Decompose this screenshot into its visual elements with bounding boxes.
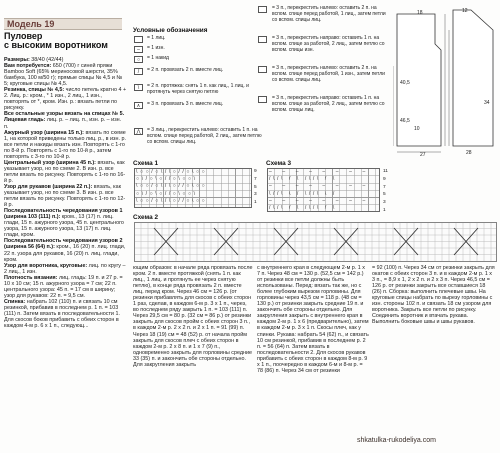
- instructions-column-1: [4, 57, 127, 445]
- legend-item: [134, 36, 267, 43]
- paragraph-text: вязать, как указывает узор, но по схеме 3. В изн. р. все петли вязать по рисунку. Повторять с 1-го по 12-й р.: [4, 183, 126, 209]
- article-title: Пуловер с высоким воротником: [4, 31, 108, 50]
- instruction-paragraph: [4, 63, 127, 87]
- stitch-symbol-icon: ○: [134, 56, 143, 63]
- back-dimension-label: 46,5: [400, 118, 410, 124]
- stitch-symbol-icon: \: [134, 84, 143, 91]
- paragraph-heading: Резинка, спицы № 4,5:: [4, 87, 65, 94]
- paragraph-text: вязать по схеме 1, на которой приведены только лиц. р., в изн. р. все петли и накиды вязать изн. Повторять с 1-го по 8-й р. Повторять с 1-го по 10-й р., затем повторять с 3-го по 10-й р.: [4, 129, 126, 160]
- row-number: 5: [383, 192, 386, 198]
- cable-symbol-icon: [258, 96, 267, 103]
- paragraph-heading: Узор для рукавов (ширина 22 п.):: [4, 183, 93, 190]
- site-watermark: shkatulka-rukodeliya.com: [357, 437, 436, 444]
- legend-text: = 3 лиц., перекрестить налево: оставить 1 п. на вспом. спице перед работой, 2 лиц., затем петлю со вспом. спицы лиц.: [147, 127, 262, 145]
- instruction-paragraph: [4, 263, 127, 275]
- back-dimension-label: 18: [417, 10, 423, 16]
- row-number: 3: [383, 200, 386, 206]
- stitch-symbol-icon: ∧: [134, 102, 143, 109]
- legend-item: [134, 84, 267, 96]
- row-number: 9: [383, 176, 386, 182]
- instruction-paragraph: [4, 275, 127, 299]
- instruction-paragraph: [4, 208, 127, 238]
- scheme-3-label: Схема 3: [266, 160, 292, 167]
- scheme-1-symbols: \○○/○\/\○//○\○○ ○\/○\○//○\○○\ \○○/○\/\○//○\○○ ○\/○\○//○\○○\ \○○/○\/\○//○\○○: [136, 169, 208, 204]
- scheme-3-symbols: – – – – – – – – /\/\ / \ /\/\ / \ – – – – – – – – \//\ \ / \//\ \ / – – – – – – – – /\/\ / \ /\/\ / \: [269, 169, 368, 211]
- legend-text: = 3 п., перекрестить направо: оставить 1 п. на вспом. спице за работой, 2 лиц., затем петлю со вспом. спицы изн.: [272, 35, 385, 53]
- instruction-paragraph: [4, 184, 127, 208]
- legend-text: = 3 п. провязать 3 п. вместе лиц.: [147, 101, 224, 107]
- row-number: 7: [254, 176, 257, 182]
- row-number: 1: [254, 200, 257, 206]
- legend-title: Условные обозначения: [133, 27, 208, 34]
- paragraph-heading: Плотность вязания:: [4, 274, 58, 281]
- row-number: 3: [254, 192, 257, 198]
- instruction-paragraph: [4, 130, 127, 160]
- scheme-2-label: Схема 2: [133, 214, 159, 221]
- legend-text: = 1 лиц.: [147, 35, 166, 41]
- cable-symbol-icon: [258, 36, 267, 43]
- legend-item: [134, 102, 267, 109]
- stitch-symbol-icon: ⋀: [134, 128, 143, 135]
- paragraph-text: 650 (700) г синей пряжи Bamboo Soft (65% мериносовой шерсти, 35% бамбука, 100 м/50 г); прямые спицы № 4,5 и № 5; круговые спицы № 4,5.: [4, 63, 123, 88]
- stitch-symbol-icon: –: [134, 46, 143, 53]
- paragraph-heading: Ажурный узор (ширина 15 п.):: [4, 129, 84, 136]
- scheme-1-grid: [134, 168, 252, 208]
- instruction-paragraph: [4, 160, 127, 184]
- legend-text: = 2 п. протяжка: снять 1 п. как лиц., 1 лиц. и протянуть через снятую петлю: [147, 83, 249, 95]
- paragraph-text: лиц. р. – лиц. п., изн. р. – изн. п.: [4, 117, 122, 130]
- paragraph-text: 38/40 (42/44): [29, 57, 64, 63]
- paragraph-heading: Размеры:: [4, 57, 30, 63]
- legend-text: = 2 п. провязать 2 п. вместе лиц.: [147, 67, 224, 73]
- paragraph-heading: Последовательность чередования узоров 1 (ширина 103 (111) п.):: [4, 208, 123, 221]
- legend-text: = 3 п., перекрестить направо: оставить 1 п. на вспом. спице за работой, 2 лиц., затем петлю со вспом. спицы лиц.: [272, 95, 385, 113]
- row-number: 9: [254, 169, 257, 174]
- instruction-paragraph: [4, 299, 127, 329]
- paragraph-heading: Все остальные узоры вязать на спицах № 5.: [4, 111, 125, 118]
- paragraph-heading: Лицевая гладь:: [4, 117, 46, 124]
- scheme-3-grid: [267, 168, 380, 212]
- instructions-column-4: [372, 265, 496, 435]
- back-dimension-label: 40,5: [400, 80, 410, 86]
- instruction-paragraph: [4, 117, 127, 129]
- row-number: 11: [383, 169, 388, 174]
- instruction-text: = 92 (100) п. Через 34 см от резинки закрыть для окатов с обеих сторон 3 п. и в каждом 2-м р. 1 х 3 п., = 8,9 х 1, 2 х 2 п. и 2 х 3 п. Через 46,5 см = 126 р. от резинки закрыть все оставшиеся 18 (26) п. Сборка: выполнить плечевые швы. На круговые спицы набрать по вырезу горловины с изн. стороны 102 п. и связать 18 см узором для воротника. Закрыть все петли по рисунку. Соединить воротник и втачать рукава. Выполнить боковые швы и швы рукавов.: [372, 265, 495, 326]
- legend-item: [134, 46, 267, 53]
- row-number: 1: [383, 208, 386, 213]
- instructions-column-3: [257, 265, 369, 445]
- paragraph-heading: Узор для воротника, круговые:: [4, 262, 88, 269]
- stitch-symbol-icon: [134, 36, 143, 43]
- scheme-2-chart: [134, 222, 497, 262]
- back-dimension-label: 10: [414, 126, 420, 132]
- cable-symbol-icon: [258, 66, 267, 73]
- cable-symbol-icon: [258, 6, 267, 13]
- model-header: Модель 19: [4, 18, 122, 30]
- paragraph-text: кром., 16 (20) п. лиц. глади, 22 п. узора для рукавов, 16 (20) п. лиц. глади, кром.: [4, 244, 126, 263]
- paragraph-text: набрать 102 (110) п. и связать 10 см резинкой, прибавив в последнем р. 1 п. = 103 (111) п. Затем вязать в последовательности 1. Для скосов боков прибавить с обеих сторон в каждом 4-м р. 6 х 1 п., следующ...: [4, 298, 120, 330]
- legend-text: = 1 изн.: [147, 45, 165, 51]
- legend-text: = 3 п., перекрестить налево: оставить 2 п. на вспом. спице перед работой, 1 изн., затем петли со вспом. спицы лиц.: [272, 65, 385, 83]
- row-number: 5: [254, 184, 257, 190]
- instruction-text: ющим образом: в начале ряда провязать после кром. 2 п. вместе протяжкой (снять 1 п. как лиц., 1 лиц. и протянуть ее через снятую петлю), в конце ряда провязать 2 п. вместе лиц. перед кром. Через 46 см = 126 р. (от резинки прибавлять для скосов с обеих сторон 1 раз, сделав, в каждом 6-м р. 3 х 1 п., через, во последнем ряду закрыть 1 п. = 103 (111) п. Через 29,5 см = 80 р. (32 см = 86 р.) от резинки закрыть для скосов пройм с обеих сторон 3 п., в каждом 2-м р. 2 х 2 п. и 2 х 1 п. = 91 (99) п. Через 18 (19) см = 48 (52) р. от начала пройм закрыть для скосов плеч с обеих сторон в каждом 2-м р. 2 х 8 п. и 1 х 7 (9) п., одновременно закрыть для горловины средние 33 (35) п. и закончить обе стороны отдельно. Для закругления закрыть: [133, 265, 253, 368]
- paragraph-heading: Вам потребуется:: [4, 63, 52, 70]
- paragraph-text: вязать, как указывает узор, но по схеме 2. В изн. р. все петли вязать по рисунку. Повторять с 1-го по 16-й р.: [4, 159, 126, 184]
- paragraph-heading: Последовательность чередования узоров 2 (ширина 56 (64) п.):: [4, 238, 123, 251]
- paragraph-text: лиц. по кругу – 2 лиц., 1 изн.: [4, 262, 126, 275]
- paragraph-text: кром., 13 (17) п. лиц. глади, 15 п. ажурного узора, 45 п. центрального узора, 15 п. ажурного узора, 13 (17) п. лиц. глади, кром.: [4, 214, 124, 239]
- legend-item: [134, 68, 267, 75]
- paragraph-heading: Спинка:: [4, 298, 26, 305]
- legend-text: = 1 накид: [147, 55, 169, 61]
- row-number: 7: [383, 184, 386, 190]
- legend-text: = 3 п., перекрестить налево: оставить 2 п. на вспом. спице перед работой, 1 лиц., затем петли со вспом. спицы лиц.: [272, 5, 386, 23]
- paragraph-text: число петель кратно 4 + 2. Лиц. р.: кром., * 1 изн., 2 лиц., 1 изн., повторять от *, кром. Изн. р.: вязать петли по рисунку.: [4, 87, 127, 112]
- legend-item: [134, 128, 267, 145]
- sleeve-dimension-label: 12: [462, 8, 468, 14]
- scheme-1-label: Схема 1: [133, 160, 159, 167]
- stitch-symbol-icon: /: [134, 68, 143, 75]
- instruction-paragraph: [4, 238, 127, 262]
- instructions-column-2: [133, 265, 253, 445]
- instruction-text: с внутреннего края в следующем 2-м р. 1 х 7 п. Через 48 см = 130 р. (52,5 см = 142 р.) от резинки все петли должны быть использованы. Перед: вязать так же, но с более глубоким вырезом горловины. Для горловины через 43,5 см = 118 р. (48 см = 130 р.) от резинки закрыть средние 19 п. и закончить обе стороны отдельно. Для закругления закрыть с внутреннего края в каждом 2-м р. 1 х 6 (предварительно), затем в каждом 2-м р. 3 х 1 п. Скосы плеч, как у спинки. Рукава: набрать 54 (62) п., и связать 10 см резинкой, прибавив в последнем р. 2 п. = 56 (64) п. Затем вязать в последовательности 2. Для скосов рукавов прибавить с обеих сторон в каждом 8-м р. 9 х 1 п., поочередно в каждом 6-м и 8-м р. = 78 (86) п. Через 34 см от резинки: [257, 265, 369, 374]
- paragraph-heading: Центральный узор (ширина 45 п.):: [4, 159, 96, 166]
- instruction-paragraph: [4, 87, 127, 111]
- back-dimension-label: 27: [420, 152, 426, 158]
- legend-item: [134, 56, 267, 63]
- sleeve-dimension-label: 34: [484, 100, 490, 106]
- paragraph-text: лиц. гладь: 19 п. и 27 р. = 10 х 10 см; 15 п. ажурного узора = 7 см; 22 п. центрального узора: 45 п. = 17 см в ширину; узор для рукавов: 22 п. = 9,5 см.: [4, 274, 123, 299]
- sleeve-dimension-label: 28: [466, 150, 472, 156]
